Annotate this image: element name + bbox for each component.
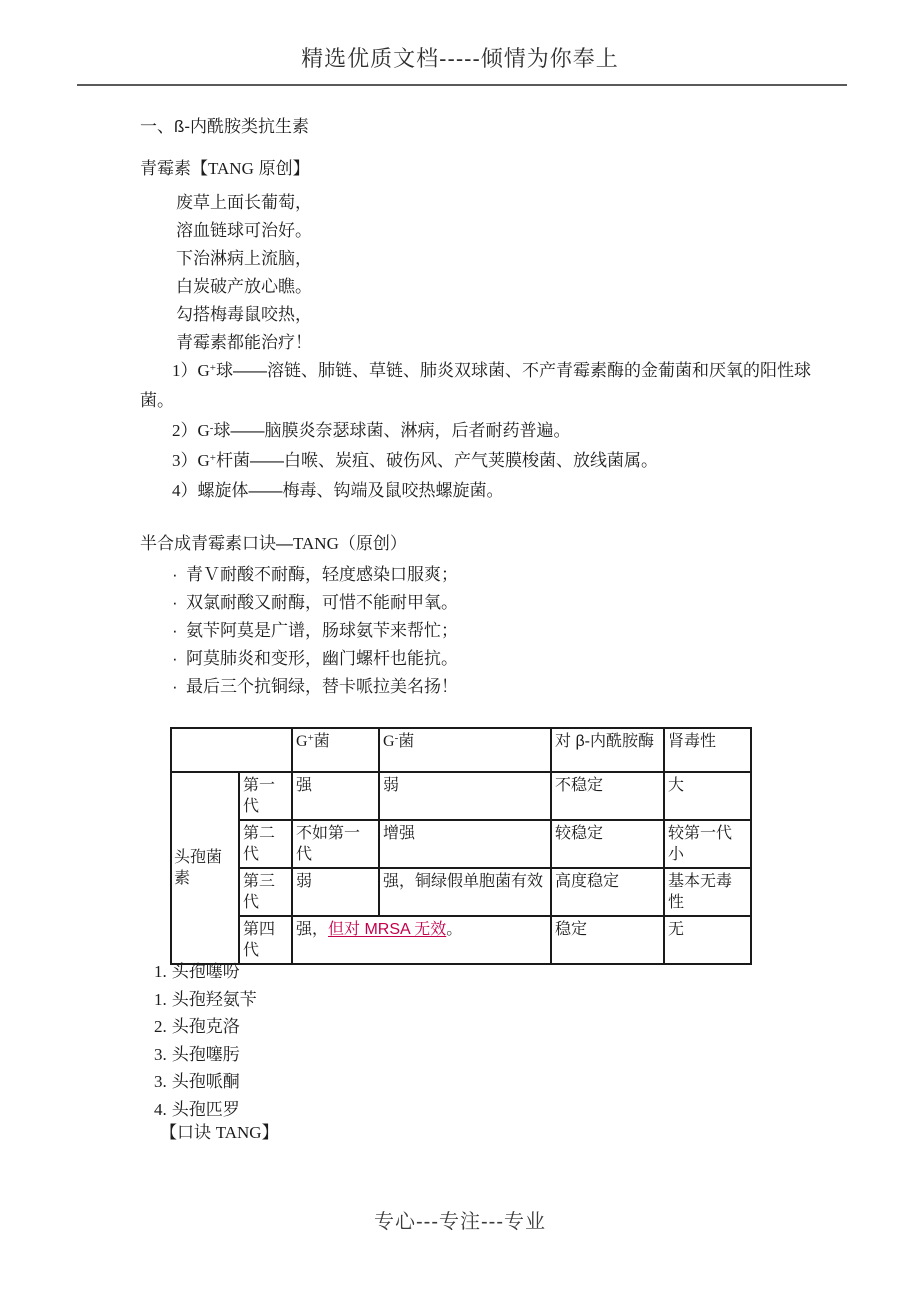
bullet-text: 氨苄阿莫是广谱，肠球氨苄来帮忙； xyxy=(186,621,458,640)
cell-gen: 第一代 xyxy=(239,772,292,820)
list-item-name: 头孢噻肟 xyxy=(171,1044,240,1064)
penicillin-poem xyxy=(176,189,312,357)
bullet-line-5 xyxy=(172,673,458,701)
point-g-sign: + xyxy=(209,452,216,464)
point-num: 3） xyxy=(172,451,198,470)
point-item-1 xyxy=(140,356,840,416)
list-item-5 xyxy=(154,1068,257,1096)
list-item-3 xyxy=(154,1013,257,1041)
point-g-sign: - xyxy=(209,422,214,434)
cell-gpos-gneg-merged xyxy=(292,916,551,964)
point-item-4 xyxy=(140,476,840,506)
list-item-num: 1. xyxy=(154,989,167,1009)
poem-line-2: 溶血链球可治好。 xyxy=(176,221,312,240)
semisynthetic-title-pre: 半合成青霉素口诀— xyxy=(140,534,293,553)
bullet-dot-icon: · xyxy=(172,649,178,668)
bullet-line-4 xyxy=(172,645,458,673)
penicillin-spectrum-points xyxy=(140,356,840,506)
merged-prefix: 强， xyxy=(296,921,329,938)
list-item-name: 头孢噻吩 xyxy=(171,962,240,981)
list-item-name: 头孢匹罗 xyxy=(171,1099,240,1119)
list-item-num: 2. xyxy=(154,1017,167,1036)
cell-nephro: 基本无毒性 xyxy=(664,868,751,916)
bullet-dot-icon: · xyxy=(172,677,178,696)
bullet-dot-icon: · xyxy=(172,621,178,640)
cell-nephro: 较第一代小 xyxy=(664,820,751,868)
mrsa-warning: 但对 MRSA 无效 xyxy=(328,921,447,938)
point-g: G xyxy=(197,361,210,380)
cell-enzyme: 高度稳定 xyxy=(551,868,664,916)
semisynthetic-title-post: （原创） xyxy=(338,534,407,553)
cell-enzyme: 稳定 xyxy=(551,916,664,964)
point-item-3 xyxy=(140,446,840,476)
poem-line-3: 下治淋病上流脑， xyxy=(176,249,312,268)
gneg-sign: - xyxy=(394,732,399,744)
section-heading: 一、ß-内酰胺类抗生素 xyxy=(140,117,310,136)
point-item-2 xyxy=(140,416,840,446)
list-item-2 xyxy=(154,986,257,1014)
point-text: 螺旋体——梅毒、钩端及鼠咬热螺旋菌。 xyxy=(197,481,504,500)
list-item-num: 4. xyxy=(154,1099,167,1119)
list-item-6 xyxy=(154,1096,257,1124)
bullet-text: 双氯耐酸又耐酶，可惜不能耐甲氧。 xyxy=(186,593,458,612)
poem-line-5: 勾搭梅毒鼠咬热， xyxy=(176,305,312,324)
penicillin-title-pre: 青霉素【 xyxy=(140,159,208,178)
cell-gen: 第二代 xyxy=(239,820,292,868)
cell-gpos: 不如第一代 xyxy=(292,820,379,868)
poem-line-1: 废草上面长葡萄， xyxy=(176,193,312,212)
table-row-gen2 xyxy=(171,820,751,868)
cell-gneg: 弱 xyxy=(379,772,551,820)
gpos-letter: G xyxy=(296,733,308,750)
semisynthetic-title xyxy=(140,533,407,555)
bullet-line-1 xyxy=(172,561,458,589)
bullet-line-3 xyxy=(172,617,458,645)
table-row-gen1 xyxy=(171,772,751,820)
koujue-label xyxy=(160,1122,279,1144)
penicillin-title xyxy=(140,158,310,180)
table-header-gpos xyxy=(292,728,379,772)
page-header: 精选优质文档-----倾情为你奉上 xyxy=(301,46,619,71)
cell-enzyme: 较稳定 xyxy=(551,820,664,868)
list-item-num: 3. xyxy=(154,1072,167,1091)
row-group-label: 头孢菌素 xyxy=(171,772,239,964)
table-row-gen4 xyxy=(171,916,751,964)
point-g-sign: + xyxy=(209,362,216,374)
koujue-pre: 【口诀 xyxy=(160,1123,216,1142)
list-item-name: 头孢哌酮 xyxy=(171,1072,240,1091)
gpos-sign: + xyxy=(307,732,314,744)
penicillin-title-tang: TANG xyxy=(208,159,254,178)
list-item-name: 头孢羟氨苄 xyxy=(171,989,257,1009)
bullet-text: 最后三个抗铜绿，替卡哌拉美名扬！ xyxy=(186,677,458,696)
point-text: 球——脑膜炎奈瑟球菌、淋病，后者耐药普遍。 xyxy=(213,421,571,440)
list-item-4 xyxy=(154,1041,257,1069)
cell-gpos: 弱 xyxy=(292,868,379,916)
bullet-dot-icon: · xyxy=(172,593,178,612)
cell-gen: 第四代 xyxy=(239,916,292,964)
cell-enzyme: 不稳定 xyxy=(551,772,664,820)
point-num: 2） xyxy=(172,421,198,440)
koujue-tang: TANG xyxy=(215,1123,262,1142)
cephalosporin-examples-list xyxy=(154,958,257,1123)
gpos-rest: 菌 xyxy=(313,733,330,750)
semisynthetic-title-tang: TANG xyxy=(293,534,339,553)
cell-gneg: 增强 xyxy=(379,820,551,868)
koujue-post: 】 xyxy=(261,1123,279,1142)
semisynthetic-bullets xyxy=(172,561,458,701)
cell-gpos: 强 xyxy=(292,772,379,820)
header-rule xyxy=(77,84,847,86)
list-item-num: 1. xyxy=(154,962,167,981)
bullet-line-2 xyxy=(172,589,458,617)
list-item-num: 3. xyxy=(154,1044,167,1064)
cephalosporin-table xyxy=(170,727,752,965)
bullet-dot-icon: · xyxy=(172,565,178,584)
cell-nephro: 无 xyxy=(664,916,751,964)
point-g: G xyxy=(197,421,210,440)
gneg-letter: G xyxy=(383,733,395,750)
table-header-row xyxy=(171,728,751,772)
table-header-nephro: 肾毒性 xyxy=(664,728,751,772)
cell-gen: 第三代 xyxy=(239,868,292,916)
cell-gneg: 强，铜绿假单胞菌有效 xyxy=(379,868,551,916)
cell-nephro: 大 xyxy=(664,772,751,820)
bullet-text: 阿莫肺炎和变形，幽门螺杆也能抗。 xyxy=(186,649,458,668)
list-item-name: 头孢克洛 xyxy=(171,1017,240,1036)
poem-line-6: 青霉素都能治疗！ xyxy=(176,333,312,352)
poem-line-4: 白炭破产放心瞧。 xyxy=(176,277,312,296)
point-text: 球——溶链、肺链、草链、肺炎双球菌、不产青霉素酶的金葡菌和厌氧的阳性球菌。 xyxy=(140,361,811,410)
point-text: 杆菌——白喉、炭疽、破伤风、产气荚膜梭菌、放线菌属。 xyxy=(216,451,658,470)
penicillin-title-post: 原创】 xyxy=(253,159,310,178)
point-num: 4） xyxy=(172,481,198,500)
merged-suffix: 。 xyxy=(446,921,463,938)
point-num: 1） xyxy=(172,361,198,380)
table-corner-cell xyxy=(171,728,292,772)
list-item-1 xyxy=(154,958,257,986)
point-g: G xyxy=(197,451,210,470)
page-footer: 专心---专注---专业 xyxy=(374,1211,546,1233)
table-header-gneg xyxy=(379,728,551,772)
table-header-enzyme: 对 β-内酰胺酶 xyxy=(551,728,664,772)
table-row-gen3 xyxy=(171,868,751,916)
bullet-text: 青Ｖ耐酸不耐酶，轻度感染口服爽； xyxy=(186,565,458,584)
gneg-rest: 菌 xyxy=(398,733,415,750)
